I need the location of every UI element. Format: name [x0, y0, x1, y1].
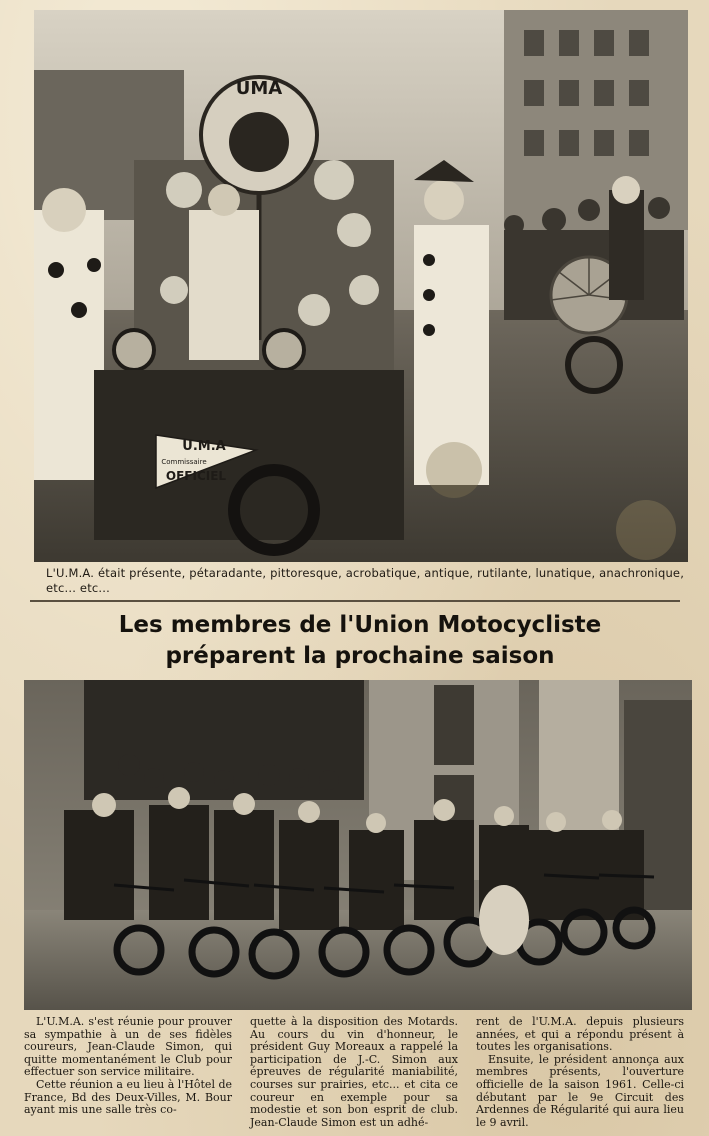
sign-text: UMA	[235, 78, 283, 99]
article-column-1	[24, 1016, 232, 1117]
pennant-line3: OFFICIEL	[165, 469, 227, 483]
headline-line1: Les membres de l'Union Motocycliste	[118, 612, 602, 638]
top-photo	[34, 10, 688, 562]
col1-para1: L'U.M.A. s'est réunie pour prouver sa sympathie à un de ses fidèles coureurs, Jean-Claude Simon, qui quitte momentanément le Club pour effectuer son service militaire.	[24, 1015, 232, 1079]
article-column-2	[250, 1016, 458, 1129]
parade-scene	[34, 10, 688, 562]
group-scene	[24, 680, 692, 1010]
col3-para1: rent de l'U.M.A. depuis plusieurs années, et qui a répondu présent à toutes les organisations.	[476, 1015, 684, 1054]
headline-line2: préparent la prochaine saison	[165, 643, 555, 669]
article-body	[24, 1016, 704, 1136]
col3-para2: Ensuite, le président annonça aux membres présents, l'ouverture officielle de la saison 1961. Celle-ci débutant par le 9e Circuit des Ardennes de Régularité qui aura lieu le 9 avril.	[476, 1052, 684, 1129]
headline	[40, 610, 680, 672]
pennant-line1: U.M.A	[182, 439, 226, 454]
pennant-line2: Commissaire	[161, 458, 207, 466]
col1-para2: Cette réunion a eu lieu à l'Hôtel de France, Bd des Deux-Villes, M. Bour ayant mis une salle très co-	[24, 1077, 233, 1117]
top-photo-caption: L'U.M.A. était présente, pétaradante, pittoresque, acrobatique, antique, rutilante, lunatique, anachronique, etc... etc...	[46, 566, 685, 595]
bottom-photo	[24, 680, 692, 1010]
col2-para1: quette à la disposition des Motards. Au cours du vin d'honneur, le président Guy Moreaux a rappelé la participation de J.-C. Simon aux épreuves de régularité maniabilité, courses sur prairies, etc... et cita ce coureur en exemple pour sa modestie et son bon esprit de club. Jean-Claude Simon est un adhé-	[250, 1015, 458, 1129]
article-column-3	[476, 1016, 684, 1129]
divider-rule	[30, 600, 680, 602]
